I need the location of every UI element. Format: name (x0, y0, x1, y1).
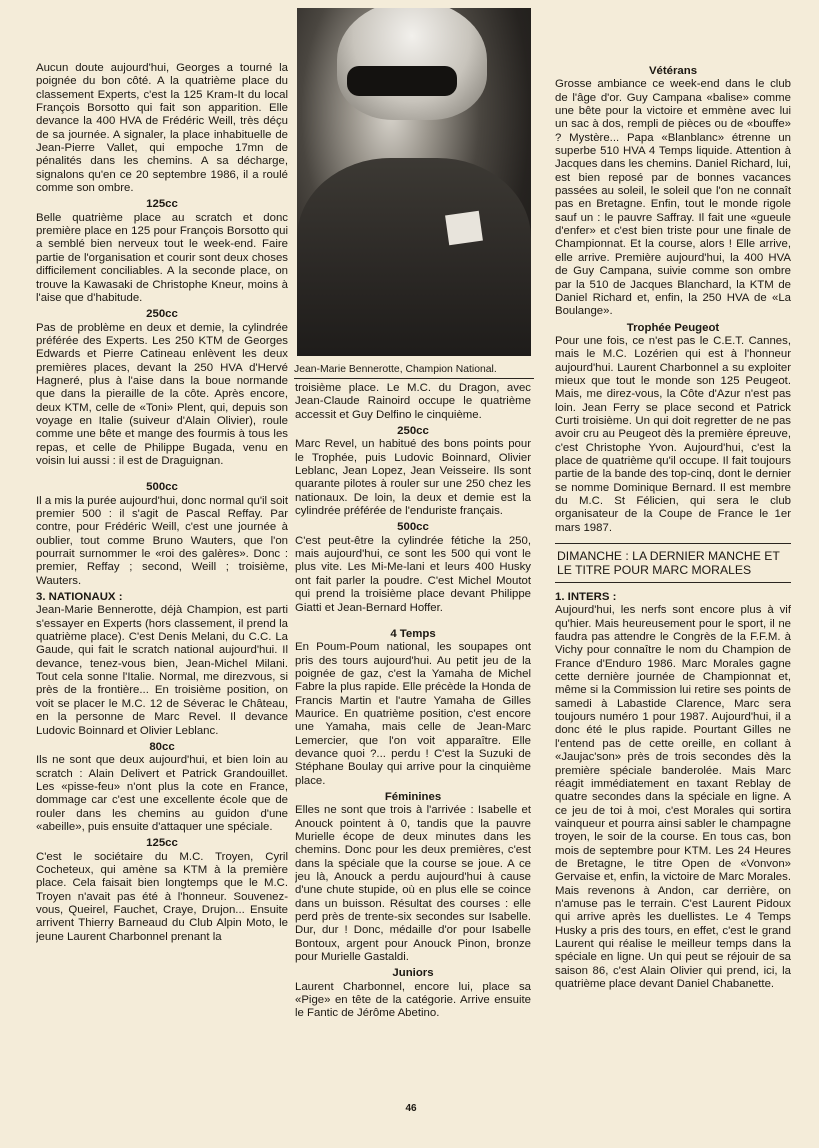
paragraph: Jean-Marie Bennerotte, déjà Champion, est parti s'essayer en Experts (hors classement, il prend la quatrième place). C'est Denis Melani, du C.C. La Gaude, qui fait le scratch national aujourd'hui. Il devance, tenez-vous bien, Jean-Michel Milani. Tout cela sonne l'Italie. Normal, me direzvous, si près de la frontière... En troisième position, on voit se placer le M.C. 12 de Séverac le Château, en la personne de Marc Revel. Il devance Ludovic Boinnard et Olivier Leblanc. (36, 604, 288, 737)
paragraph: Il a mis la purée aujourd'hui, donc normal qu'il soit premier 500 : il s'agit de Pascal Reffay. Par contre, pour Frédéric Weill, c'est une journée à oublier, tout comme Bruno Wauters, que l'on pourrait surnommer le «roi des galères». Donc : premier, Reffay ; second, Weill ; troisième, Wauters. (36, 494, 288, 587)
section-heading: 4 Temps (390, 627, 436, 640)
paragraph: Belle quatrième place au scratch et donc première place en 125 pour François Borsotto qui a semblé bien nerveux tout le week-end. Faire partie de l'organisation et courir sont deux choses difficilement conciliables. A la seconde place, on trouve la Kawasaki de Christophe Kneur, moins à l'aise que d'habitude. (36, 211, 288, 304)
paragraph: Ils ne sont que deux aujourd'hui, et bien loin au scratch : Alain Delivert et Patrick Grandouillet. Les «pisse-feu» n'ont plus la cote en France, dommage car c'est une excellente école que de rouler dans les chemins au guidon d'une «abeille», puis ensuite d'attaquer une spéciale. (36, 754, 288, 833)
paragraph: Aujourd'hui, les nerfs sont encore plus à vif qu'hier. Mais heureusement pour le sport, il ne faudra pas attendre le Congrès de la F.F.M. à Vichy pour connaître le nom du Champion de France d'Enduro 1986. Marc Morales gagne cette dernière journée de Championnat et, même si la Commission lui retire ses points de samedi à Labastide Clarence, Marc sera toujours numéro 1 pour 1987. Aujourd'hui, il a donc été le plus rapide. Pourtant Gilles ne l'entend pas de cette oreille, en collant à «Jaujac'son» près de trois secondes dès la première spéciale banderolée. Mais Marc réagit immédiatement en taxant Reblay de quatre secondes dans la spéciale en ligne. A ce jeu de toi à moi, c'est Morales qui sortira vainqueur et pourra ainsi sabler le champagne troyen, le soir de la course. En tous cas, bon mois de septembre pour KTM. Les 24 Heures de Bretagne, le titre Open de «Vonvon» Gervaise et, enfin, la victoire de Marc Morales. Mais revenons à Andon, car derrière, on n'amuse pas le terrain. C'est Laurent Pidoux qui arrive après les duellistes. Le 4 Temps Husky a pris des tours, en effet, c'est le grand Laurent qui réalise le meilleur temps dans la spéciale en ligne. Un qui peut se réjouir de sa saison 86, c'est Alain Olivier qui prend, ici, la quatrième place devant Daniel Chabanette. (555, 604, 791, 990)
section-heading: 3. NATIONAUX : (36, 591, 123, 604)
page-number: 46 (405, 1103, 417, 1114)
section-heading: 80cc (149, 740, 175, 753)
paragraph: Marc Revel, un habitué des bons points pour le Trophée, puis Ludovic Boinnard, Olivier Leblanc, Jean Lopez, Jean Veisseire. Ils sont quarante pilotes à rouler sur une 250 chez les nationaux. De loin, la deux et demie est la cylindrée préférée de l'enduriste français. (295, 438, 531, 518)
helmet-shape (337, 8, 487, 120)
paragraph: Laurent Charbonnel, encore lui, place sa «Pige» en tête de la catégorie. Arrive ensuite le Fantic de Jérôme Abetino. (295, 980, 531, 1020)
paragraph: Aucun doute aujourd'hui, Georges a tourné la poignée du bon côté. A la quatrième place du classement Experts, c'est la 125 Kram-It du local François Borsotto qui fait son apparition. Elle devance la 400 HVA de Frédéric Weill, très déçu de sa journée. A signaler, la place inhabituelle de Jean-Pierre Vallet, qui empoche 17mn de pénalités dans les chemins. A sa décharge, signalons qu'en ce 20 septembre 1986, il a roulé comme son ombre. (36, 62, 288, 195)
section-heading: 500cc (397, 521, 429, 534)
section-heading: Féminines (384, 790, 442, 803)
column-left (36, 62, 288, 1092)
section-heading: 125cc (146, 837, 178, 850)
paragraph: Pour une fois, ce n'est pas le C.E.T. Cannes, mais le M.C. Lozérien qui est à l'honneur aujourd'hui. Laurent Charbonnel a su exploiter mieux que tout le monde son 125 Peugeot. Mais, me direz-vous, la Côte d'Azur n'est pas loin. Jean Ferry se place second et Patrick Curti troisième. Un qui doit regretter de ne pas avoir cru au Peugeot dès la première épreuve, c'est Christophe Yvon. Aujourd'hui, c'est la place de quatrième qu'il occupe. Il fait toujours partie de la bande des top-cinq, dont le dernier se nomme Dominique Bernard. Il est membre du M.C. St Félicien, qui sera le club organisateur de la Coupe de France le 1er mars 1987. (555, 334, 791, 534)
spacer (36, 468, 288, 478)
column-right (555, 62, 791, 1092)
section-heading: Vétérans (648, 65, 698, 77)
paragraph: C'est peut-être la cylindrée fétiche la 250, mais aujourd'hui, ce sont les 500 qui vont le plus vite. Les Mi-Me-lani et leurs 400 Husky ont fait parler la poudre. C'est Michel Moutot qui prend la troisième place devant Philippe Giatti et Jean-Bernard Hoffer. (295, 534, 531, 614)
rider-photo (297, 8, 531, 356)
paragraph: Pas de problème en deux et demie, la cylindrée préférée des Experts. Les 250 KTM de Georges Edwards et Pierre Catineau enlèvent les deux premières places, devant la 250 HVA d'Hervé Hagneré, plus à l'aise dans la boue normande que dans la pieraille de la côte. Après encore, deux KTM, celle de «Toni» Plent, qui, depuis son voyage en Italie (suiveur d'Alain Olivier), roule comme une bête et mange des fourmis à tous les repas, et celle de Philippe Bugada, venu en voisin lui aussi : il est de Draguignan. (36, 321, 288, 467)
section-heading: Juniors (392, 967, 434, 980)
column-middle (295, 382, 531, 1062)
section-heading: 250cc (397, 425, 429, 438)
number-plate-shape (445, 211, 483, 245)
spacer (295, 615, 531, 625)
boxed-headline: DIMANCHE : LA DERNIER MANCHE ET LE TITRE POUR MARC MORALES (555, 543, 791, 583)
section-heading: Trophée Peugeot (626, 321, 720, 334)
paragraph: troisième place. Le M.C. du Dragon, avec Jean-Claude Rainoird occupe le quatrième accessit et Guy Delfino le cinquième. (295, 382, 531, 421)
section-heading: 1. INTERS : (555, 591, 617, 604)
goggles-shape (347, 66, 457, 96)
section-heading: 500cc (146, 481, 178, 494)
paragraph: En Poum-Poum national, les soupapes ont pris des tours aujourd'hui. Au petit jeu de la poignée de gaz, c'est la Yamaha de Michel Fabre la plus rapide. Elle précède la Honda de Francis Martin et l'autre Yamaha de Gilles Maurice. En quatrième position, c'est encore une Yamaha, mais celle de Jean-Marc Lemercier, que l'on voit apparaître. Elle devance quoi ?... perdu ! C'est la Suzuki de Stéphane Boulay qui arrive pour la cinquième place. (295, 641, 531, 787)
paragraph: Grosse ambiance ce week-end dans le club de l'âge d'or. Guy Campana «balise» comme une bête pour la victoire et emmène avec lui un sac à dos, rempli de pièces ou de «bouffe» ? Mystère... Papa «Blanblanc» étrenne un superbe 510 HVA 4 Temps liquide. Attention à Jacques dans les chemins. Daniel Richard, lui, est bien reposé par de bonnes vacances passées au soleil, le soleil que l'on ne connaît pas en Bretagne. Enfin, tout le monde rigole sauf un : le pauvre Saffray. Il fait une «gueule d'enfer» et c'est bien triste pour une finale de Championnat. Et la course, alors ! Elle arrive, elle arrive. Première aujourd'hui, la 400 HVA de Guy Campana, suivie comme son ombre par la 510 de Jacques Blanchard, la KTM de Daniel Richard et, enfin, la 250 HVA de «La Boulange». (555, 78, 791, 318)
section-heading: 250cc (146, 308, 178, 321)
photo-caption: Jean-Marie Bennerotte, Champion National. (294, 364, 534, 379)
section-heading: 125cc (146, 198, 178, 211)
paragraph: Elles ne sont que trois à l'arrivée : Isabelle et Anouck pointent à 0, tandis que la pauvre Murielle écope de deux minutes dans les chemins. Donc pour les deux premières, c'est dans la spéciale que la course se joue. A ce jeu là, Anouck a perdu aujourd'hui à cause d'une chute stupide, où en plus elle se coince dans un buisson. Résultat des courses : elle perd près de trente-six secondes sur Isabelle. Dur, dur ! Donc, médaille d'or pour Isabelle Bontoux, argent pour Anouck Pinon, bronze pour Murielle Gastaldi. (295, 804, 531, 964)
paragraph: C'est le sociétaire du M.C. Troyen, Cyril Cocheteux, qui amène sa KTM à la première place. Cela faisait bien longtemps que le M.C. Troyen n'avait pas été à l'honneur. Souvenez-vous, Queirel, Fauchet, Craye, Drujon... Ensuite arrivent Thierry Barneaud du Club Alpin Moto, le jeune Laurent Charbonnel prenant la (36, 850, 288, 943)
rider-body-shape (297, 158, 531, 356)
